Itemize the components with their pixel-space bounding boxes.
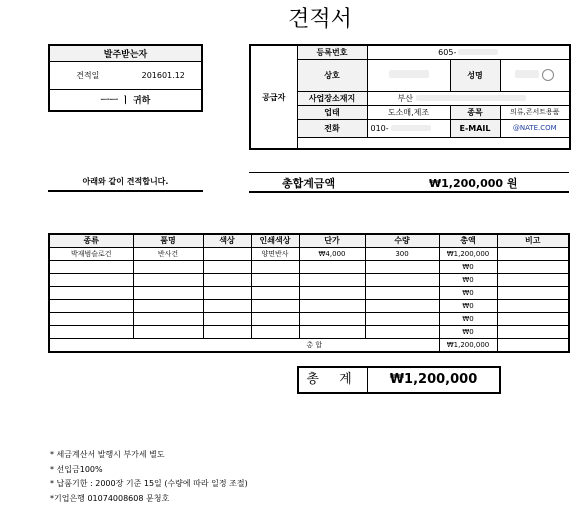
table-cell [365, 312, 439, 325]
items-table [48, 233, 570, 353]
total-header-value: ₩1,200,000 원 [429, 177, 518, 190]
client-table [48, 44, 203, 112]
table-cell [365, 299, 439, 312]
table-row [49, 286, 569, 299]
table-cell [49, 312, 133, 325]
table-cell [497, 325, 569, 338]
table-cell [49, 286, 133, 299]
note-item: * 세금계산서 발행시 부가세 별도 [50, 450, 165, 459]
table-cell: ₩0 [439, 312, 497, 325]
supplier-side-label: 공급자 [250, 45, 297, 149]
total-header-label: 총합계금액 [282, 177, 336, 190]
table-cell [497, 260, 569, 273]
table-cell [251, 312, 299, 325]
table-cell [133, 273, 203, 286]
table-cell [365, 273, 439, 286]
table-cell [299, 325, 365, 338]
col-header-amount: 총액 [439, 234, 497, 247]
table-cell [251, 325, 299, 338]
col-header-note: 비고 [497, 234, 569, 247]
grand-total-box [297, 366, 501, 394]
table-cell [49, 299, 133, 312]
table-cell [203, 299, 251, 312]
table-cell: 반사건 [133, 247, 203, 260]
table-row [49, 260, 569, 273]
table-cell [251, 260, 299, 273]
type-label: 종목 [450, 105, 500, 119]
table-cell: 양면반사 [251, 247, 299, 260]
grand-total-value: ₩1,200,000 [389, 372, 478, 387]
table-cell [299, 286, 365, 299]
table-row [49, 299, 569, 312]
table-cell [49, 325, 133, 338]
table-cell [133, 312, 203, 325]
col-header-unit-price: 단가 [299, 234, 365, 247]
note-item: * 선입금100% [50, 464, 103, 474]
table-cell [133, 299, 203, 312]
business-label: 업태 [297, 105, 367, 119]
table-cell [133, 260, 203, 273]
quote-date-label: 견적일 [49, 61, 126, 89]
table-cell [497, 299, 569, 312]
business-value: 도소매,제조 [367, 105, 450, 119]
table-cell [203, 325, 251, 338]
note-item: * 납품기한 : 2000장 기준 15일 (수량에 따라 일정 조절) [50, 479, 248, 488]
table-cell [365, 260, 439, 273]
table-row [49, 325, 569, 338]
table-cell: 300 [365, 247, 439, 260]
email-label: E-MAIL [450, 119, 500, 137]
table-cell [49, 273, 133, 286]
table-cell [365, 325, 439, 338]
total-header [249, 172, 569, 193]
table-cell: ₩0 [439, 260, 497, 273]
recipient-line: ㅡㅡ ㅣ 귀하 [49, 89, 202, 111]
grand-total-label: 총 계 [299, 368, 368, 392]
table-cell [497, 273, 569, 286]
company-label: 상호 [297, 59, 367, 91]
company-value [367, 59, 450, 91]
table-cell [251, 299, 299, 312]
col-header-print-color: 인쇄색상 [251, 234, 299, 247]
table-cell [299, 273, 365, 286]
email-value: @NATE.COM [500, 119, 570, 137]
col-header-product: 품명 [133, 234, 203, 247]
table-cell: ₩0 [439, 273, 497, 286]
col-header-quantity: 수량 [365, 234, 439, 247]
table-cell: 박재범슬로건 [49, 247, 133, 260]
table-cell [251, 286, 299, 299]
type-value: 의류,콘서트용품 [500, 105, 570, 119]
table-cell [497, 247, 569, 260]
table-cell [299, 299, 365, 312]
intro-text: 아래와 같이 견적합니다. [48, 176, 203, 192]
table-cell [251, 273, 299, 286]
table-cell [299, 260, 365, 273]
notes [50, 448, 248, 506]
table-cell [203, 273, 251, 286]
client-header: 발주받는자 [49, 45, 202, 61]
table-cell [49, 260, 133, 273]
table-cell [203, 247, 251, 260]
table-cell [497, 286, 569, 299]
col-header-color: 색상 [203, 234, 251, 247]
table-cell [299, 312, 365, 325]
table-cell: ₩0 [439, 286, 497, 299]
table-cell [203, 312, 251, 325]
table-cell: ₩0 [439, 299, 497, 312]
table-cell [203, 286, 251, 299]
table-row [49, 247, 569, 260]
name-label: 성명 [450, 59, 500, 91]
table-cell: ₩1,200,000 [439, 247, 497, 260]
quote-date-value: 201601.12 [126, 61, 203, 89]
phone-value: 010- [367, 119, 450, 137]
table-row [49, 312, 569, 325]
table-cell [365, 286, 439, 299]
address-label: 사업장소재지 [297, 91, 367, 105]
reg-no-value: 605- [367, 45, 570, 59]
col-header-type: 종류 [49, 234, 133, 247]
reg-no-label: 등록번호 [297, 45, 367, 59]
table-cell [203, 260, 251, 273]
table-cell [133, 325, 203, 338]
supplier-table [249, 44, 571, 150]
table-cell: ₩0 [439, 325, 497, 338]
table-row [49, 273, 569, 286]
name-value [500, 59, 570, 91]
table-cell [133, 286, 203, 299]
note-item: *기업은행 01074008608 문청호 [50, 493, 170, 503]
document-title: 견적서 [288, 7, 352, 32]
address-value: 부산 [367, 91, 570, 105]
sum-label: 총 합 [49, 338, 439, 352]
sum-value: ₩1,200,000 [439, 338, 497, 352]
table-cell: ₩4,000 [299, 247, 365, 260]
phone-label: 전화 [297, 119, 367, 137]
stamp-icon [542, 69, 554, 81]
table-cell [497, 312, 569, 325]
